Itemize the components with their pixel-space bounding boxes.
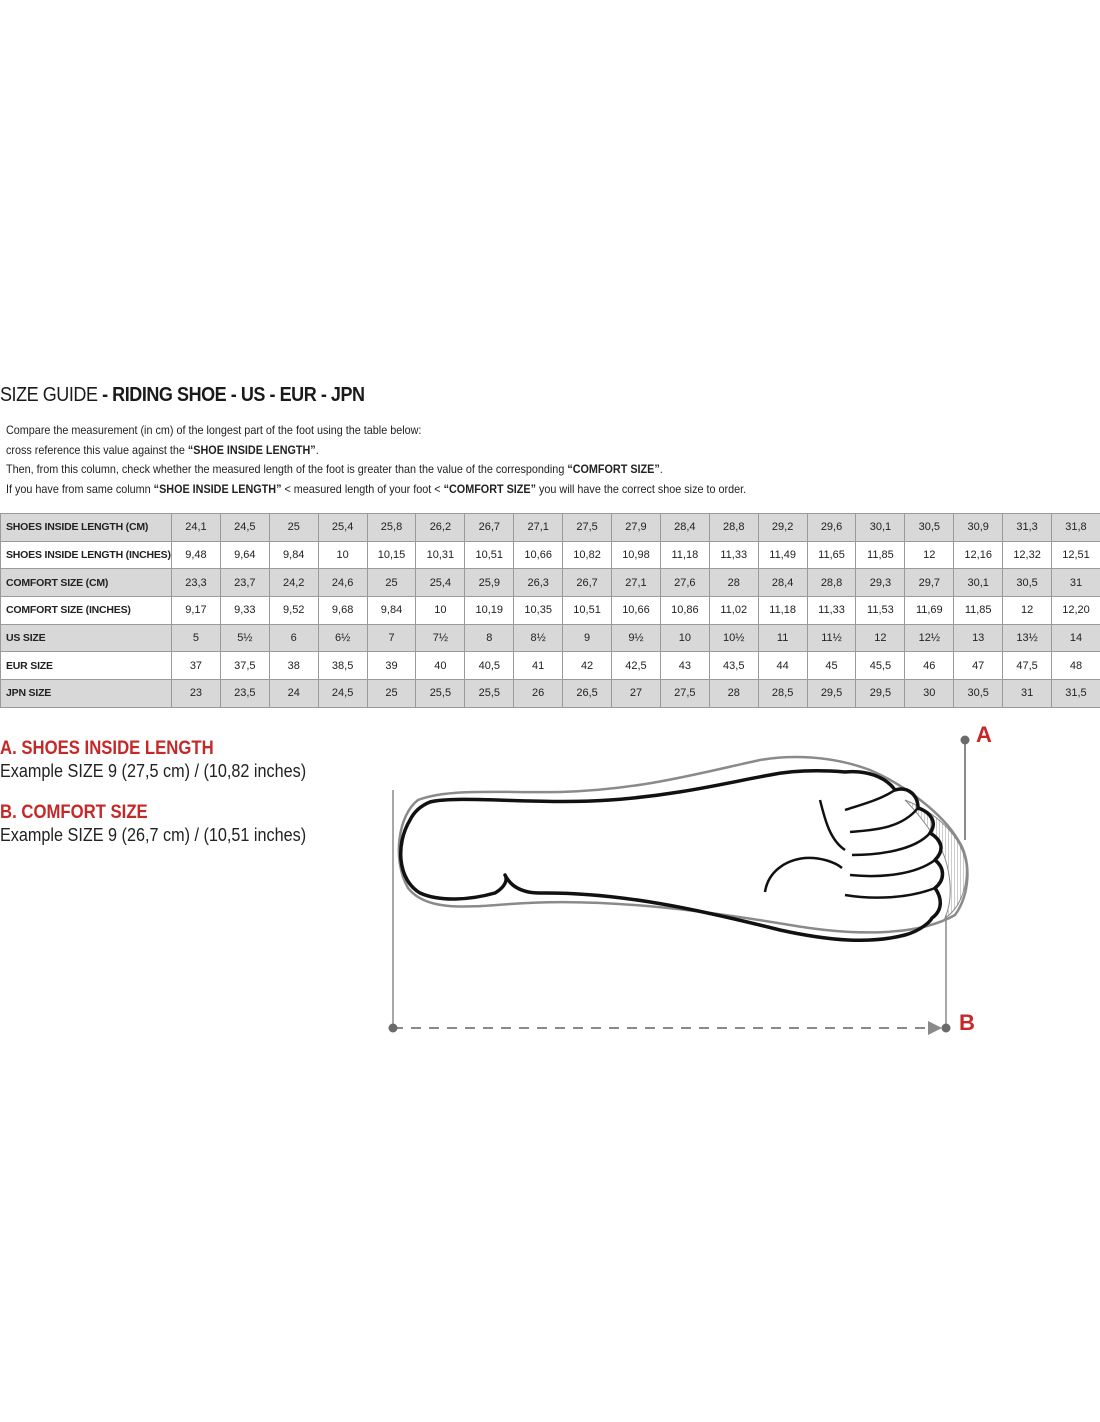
table-cell: 25,5 (465, 680, 514, 708)
label-b: B (959, 1010, 975, 1035)
table-cell: 8 (465, 624, 514, 652)
shoe-outline (399, 757, 968, 932)
table-cell: 30,5 (1003, 569, 1052, 597)
table-cell: 14 (1052, 624, 1100, 652)
table-cell: 28,5 (758, 680, 807, 708)
table-cell: 7½ (416, 624, 465, 652)
table-cell: 11,85 (856, 541, 905, 569)
table-cell: 10 (318, 541, 367, 569)
row-label: EUR SIZE (1, 652, 172, 680)
table-cell: 13 (954, 624, 1003, 652)
title-light: SIZE GUIDE (0, 384, 98, 406)
table-cell: 9 (563, 624, 612, 652)
table-cell: 29,3 (856, 569, 905, 597)
instruction-text: cross reference this value against the (6, 442, 188, 457)
table-cell: 25,8 (367, 514, 416, 542)
table-cell: 23,5 (220, 680, 269, 708)
instruction-text: Compare the measurement (in cm) of the longest part of the foot using the table below: (6, 423, 422, 437)
instruction-emphasis: “SHOE INSIDE LENGTH” (187, 442, 316, 457)
table-cell: 29,5 (856, 680, 905, 708)
row-label: SHOES INSIDE LENGTH (CM) (1, 514, 172, 542)
table-cell: 10,66 (514, 541, 563, 569)
table-cell: 38,5 (318, 652, 367, 680)
instruction-text: . (659, 462, 663, 476)
table-cell: 28 (709, 680, 758, 708)
table-cell: 9,52 (269, 597, 318, 625)
table-cell: 10,66 (612, 597, 661, 625)
table-cell: 10,15 (367, 541, 416, 569)
table-cell: 10,98 (612, 541, 661, 569)
table-cell: 30,1 (954, 569, 1003, 597)
instruction-text: Then, from this column, check whether the measured length of the foot is greater than the value of the corresponding (6, 462, 568, 476)
table-cell: 9,84 (367, 597, 416, 625)
instruction-emphasis: “SHOE INSIDE LENGTH” (153, 481, 282, 496)
legend-a-example: Example SIZE 9 (27,5 cm) / (10,82 inches) (0, 761, 307, 781)
table-cell: 31,5 (1052, 680, 1100, 708)
table-cell: 24,6 (318, 569, 367, 597)
table-cell: 23 (172, 680, 221, 708)
table-cell: 9½ (612, 624, 661, 652)
table-cell: 41 (514, 652, 563, 680)
table-cell: 25 (269, 514, 318, 542)
table-cell: 11,33 (807, 597, 856, 625)
table-cell: 25,4 (416, 569, 465, 597)
instruction-text: . (315, 442, 319, 457)
table-cell: 10½ (709, 624, 758, 652)
table-cell: 25,9 (465, 569, 514, 597)
table-cell: 39 (367, 652, 416, 680)
table-cell: 30 (905, 680, 954, 708)
table-cell: 47,5 (1003, 652, 1052, 680)
table-cell: 27,5 (563, 514, 612, 542)
table-cell: 44 (758, 652, 807, 680)
table-cell: 27,6 (660, 569, 709, 597)
table-cell: 11,49 (758, 541, 807, 569)
label-a: A (976, 722, 992, 747)
measure-line-b (389, 790, 951, 1035)
table-cell: 29,6 (807, 514, 856, 542)
table-cell: 30,1 (856, 514, 905, 542)
instruction-text: < measured length of your foot < (281, 481, 444, 496)
table-cell: 28,8 (709, 514, 758, 542)
table-cell: 30,5 (905, 514, 954, 542)
table-cell: 12,32 (1003, 541, 1052, 569)
table-cell: 28,4 (660, 514, 709, 542)
table-cell: 7 (367, 624, 416, 652)
table-cell: 11,18 (660, 541, 709, 569)
table-cell: 48 (1052, 652, 1100, 680)
table-cell: 25 (367, 569, 416, 597)
table-cell: 26,7 (563, 569, 612, 597)
table-cell: 30,9 (954, 514, 1003, 542)
table-cell: 37 (172, 652, 221, 680)
legend-b-heading: B. COMFORT SIZE (0, 802, 148, 823)
table-cell: 29,5 (807, 680, 856, 708)
table-cell: 28,4 (758, 569, 807, 597)
table-cell: 45 (807, 652, 856, 680)
table-cell: 27,5 (660, 680, 709, 708)
table-cell: 30,5 (954, 680, 1003, 708)
table-cell: 31,3 (1003, 514, 1052, 542)
table-cell: 11,02 (709, 597, 758, 625)
table-cell: 24,5 (318, 680, 367, 708)
table-cell: 25,5 (416, 680, 465, 708)
table-cell: 43 (660, 652, 709, 680)
table-cell: 27,9 (612, 514, 661, 542)
instruction-text: you will have the correct shoe size to order. (536, 481, 747, 496)
table-cell: 31 (1052, 569, 1100, 597)
table-cell: 11,69 (905, 597, 954, 625)
table-cell: 9,33 (220, 597, 269, 625)
table-cell: 42,5 (612, 652, 661, 680)
table-cell: 12,20 (1052, 597, 1100, 625)
table-cell: 23,7 (220, 569, 269, 597)
table-cell: 26 (514, 680, 563, 708)
instruction-emphasis: “COMFORT SIZE” (567, 462, 660, 476)
table-cell: 24,5 (220, 514, 269, 542)
legend-a-heading: A. SHOES INSIDE LENGTH (0, 738, 214, 759)
table-cell: 31,8 (1052, 514, 1100, 542)
table-cell: 9,48 (172, 541, 221, 569)
table-cell: 10,51 (465, 541, 514, 569)
table-cell: 38 (269, 652, 318, 680)
table-cell: 37,5 (220, 652, 269, 680)
table-cell: 12,51 (1052, 541, 1100, 569)
table-cell: 24,2 (269, 569, 318, 597)
table-cell: 40,5 (465, 652, 514, 680)
table-cell: 10,19 (465, 597, 514, 625)
table-cell: 45,5 (856, 652, 905, 680)
table-cell: 42 (563, 652, 612, 680)
table-cell: 27,1 (514, 514, 563, 542)
table-cell: 12 (856, 624, 905, 652)
table-cell: 11 (758, 624, 807, 652)
row-label: US SIZE (1, 624, 172, 652)
table-cell: 31 (1003, 680, 1052, 708)
table-cell: 29,2 (758, 514, 807, 542)
measure-line-a (961, 736, 970, 841)
table-cell: 24 (269, 680, 318, 708)
table-cell: 11,53 (856, 597, 905, 625)
table-cell: 9,64 (220, 541, 269, 569)
table-cell: 43,5 (709, 652, 758, 680)
foot-outline (401, 771, 943, 941)
table-cell: 10,31 (416, 541, 465, 569)
table-cell: 9,84 (269, 541, 318, 569)
table-cell: 23,3 (172, 569, 221, 597)
table-cell: 10,51 (563, 597, 612, 625)
instruction-emphasis: “COMFORT SIZE” (443, 481, 537, 496)
table-cell: 11,65 (807, 541, 856, 569)
table-cell: 11,33 (709, 541, 758, 569)
table-cell: 13½ (1003, 624, 1052, 652)
table-cell: 26,7 (465, 514, 514, 542)
table-cell: 10 (660, 624, 709, 652)
table-cell: 10 (416, 597, 465, 625)
table-cell: 9,68 (318, 597, 367, 625)
table-cell: 26,3 (514, 569, 563, 597)
table-cell: 11½ (807, 624, 856, 652)
table-cell: 28,8 (807, 569, 856, 597)
table-cell: 6 (269, 624, 318, 652)
table-cell: 25 (367, 680, 416, 708)
table-cell: 47 (954, 652, 1003, 680)
table-cell: 10,82 (563, 541, 612, 569)
table-cell: 10,86 (660, 597, 709, 625)
table-cell: 28 (709, 569, 758, 597)
table-cell: 12 (1003, 597, 1052, 625)
row-label: JPN SIZE (1, 680, 172, 708)
table-cell: 25,4 (318, 514, 367, 542)
table-cell: 26,5 (563, 680, 612, 708)
table-cell: 12½ (905, 624, 954, 652)
table-cell: 6½ (318, 624, 367, 652)
row-label: COMFORT SIZE (INCHES) (1, 597, 172, 625)
table-cell: 27,1 (612, 569, 661, 597)
table-cell: 5½ (220, 624, 269, 652)
table-cell: 11,18 (758, 597, 807, 625)
legend-b-example: Example SIZE 9 (26,7 cm) / (10,51 inches) (0, 825, 307, 845)
table-cell: 9,17 (172, 597, 221, 625)
instruction-text: If you have from same column (6, 481, 154, 496)
table-cell: 12 (905, 541, 954, 569)
table-cell: 8½ (514, 624, 563, 652)
table-cell: 12,16 (954, 541, 1003, 569)
row-label: SHOES INSIDE LENGTH (INCHES) (1, 541, 172, 569)
table-cell: 29,7 (905, 569, 954, 597)
table-cell: 11,85 (954, 597, 1003, 625)
table-cell: 40 (416, 652, 465, 680)
table-cell: 27 (612, 680, 661, 708)
table-cell: 46 (905, 652, 954, 680)
table-cell: 24,1 (172, 514, 221, 542)
table-cell: 5 (172, 624, 221, 652)
table-cell: 10,35 (514, 597, 563, 625)
row-label: COMFORT SIZE (CM) (1, 569, 172, 597)
title-bold: - RIDING SHOE - US - EUR - JPN (97, 384, 365, 406)
table-cell: 26,2 (416, 514, 465, 542)
